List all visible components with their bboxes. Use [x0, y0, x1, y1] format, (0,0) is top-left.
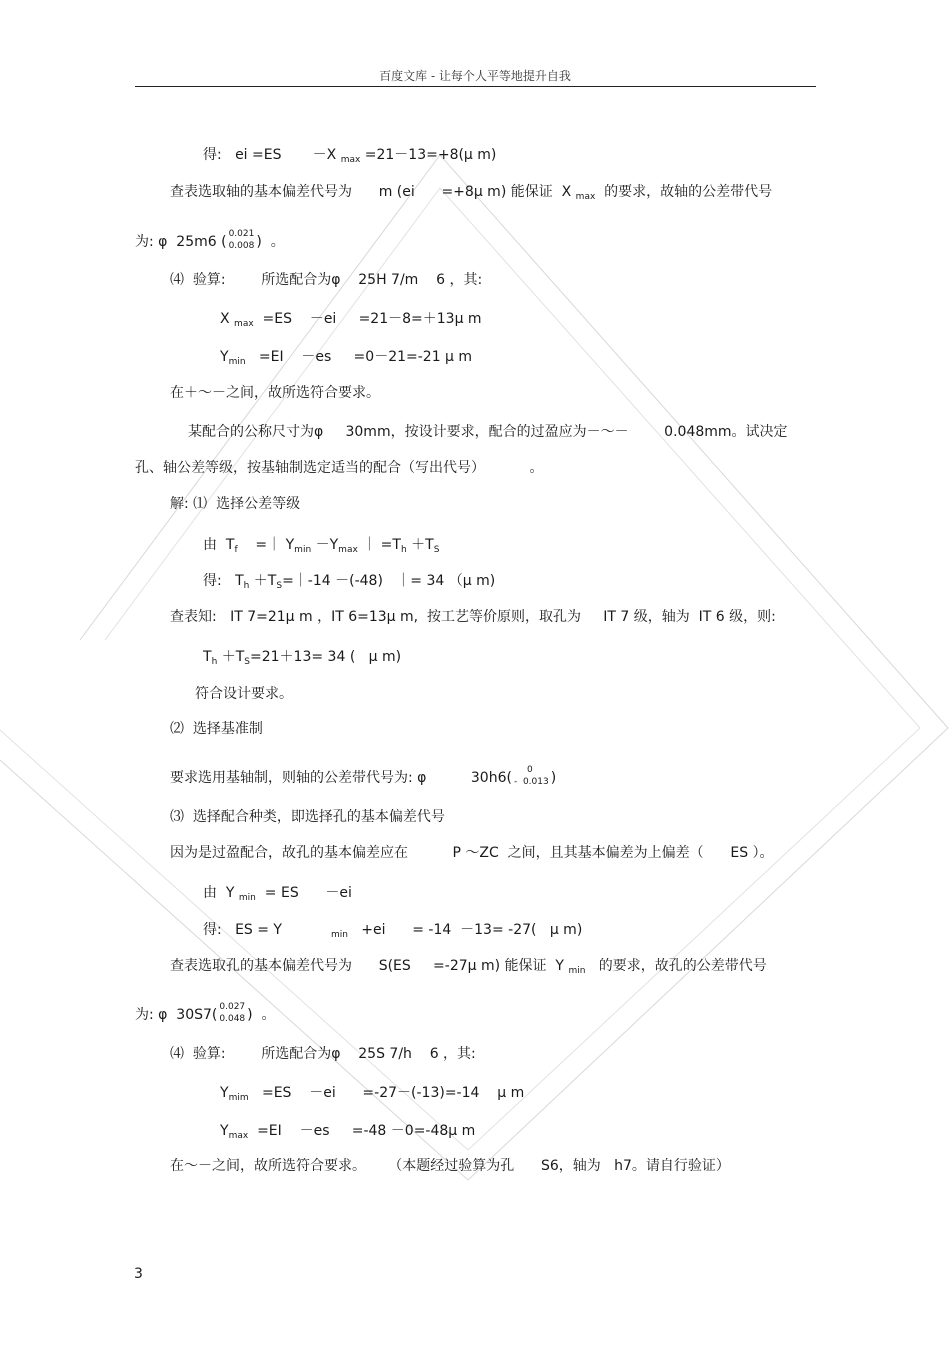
tolerance-stack: 0 - 0.013	[513, 765, 549, 787]
line-24: ⑷ 验算: 所选配合为φ 25S 7/h 6 ，其:	[170, 1046, 476, 1062]
page-header: 百度文库 - 让每个人平等地提升自我	[379, 69, 571, 83]
line-14: $T_h +T_S=21+13= 34$ ( μ m)	[203, 649, 402, 667]
line-19: 因为是过盈配合，故孔的基本偏差应在 P ～ZC 之间，且其基本偏差为上偏差（ ES ）。	[170, 845, 774, 861]
tolerance-stack: 0.027 0.048	[219, 1002, 246, 1024]
line-1: 得: ei =ES －X $_{max}$ =21－13=+8(μ m)	[203, 147, 497, 165]
line-7: 在＋～－之间，故所选符合要求。	[170, 385, 380, 401]
line-18: ⑶ 选择配合种类，即选择孔的基本偏差代号	[170, 809, 445, 825]
line-21: 得: ES = Y $_{min}$ +ei = -14 －13= -27( μ m)	[203, 922, 583, 940]
line-8: 某配合的公称尺寸为φ 30mm，按设计要求，配合的过盈应为－～－ 0.048mm。试决定	[188, 424, 788, 440]
line-15: 符合设计要求。	[195, 686, 293, 702]
line-27: 在～－之间，故所选符合要求。 （本题经过验算为孔 S6，轴为 h7。请自行验证）	[170, 1158, 730, 1174]
line-13: 查表知: IT 7=21μ m ，IT 6=13μ m, 按工艺等价原则，取孔为 IT 7 级，轴为 IT 6 级，则:	[170, 609, 776, 625]
line-2: 查表选取轴的基本偏差代号为 m (ei =+8μ m) 能保证 X $_{max}$ 的要求，故轴的公差带代号	[170, 184, 773, 202]
line-16: ⑵ 选择基准制	[170, 721, 263, 737]
line-20: 由 Y $_{min}$ = ES －ei	[203, 885, 352, 903]
line-9: 孔、轴公差等级，按基轴制选定适当的配合（写出代号） 。	[135, 460, 544, 476]
line-22: 查表选取孔的基本偏差代号为 S(ES =-27μ m) 能保证 Y $_{min}$ 的要求，故孔的公差带代号	[170, 958, 767, 976]
tolerance-stack: 0.021 0.008	[228, 229, 255, 251]
line-17: 要求选用基轴制，则轴的公差带代号为: φ 30h6( 0 - 0.013 )	[170, 765, 557, 787]
line-6: $Y_{min} =EI$ －es =0－21=-21 μ m	[220, 349, 473, 367]
line-26: $Y_{max} =EI$ －es =-48 －0=-48μ m	[220, 1123, 476, 1141]
line-23: 为: φ 30S7( 0.027 0.048 ) 。	[135, 1002, 276, 1024]
line-5: X $_{max}$ =ES －ei =21－8=＋13μ m	[220, 311, 482, 329]
line-25: $Y_{mim} =ES$ －ei =-27－(-13)=-14 μ m	[220, 1085, 525, 1103]
line-3: 为: φ 25m6 ( 0.021 0.008 ) 。	[135, 229, 285, 251]
line-11: 由 $T_f$ =｜ $Y_{min} -Y_{max}$ ｜ $=T_h +T_S$	[203, 537, 440, 555]
line-4: ⑷ 验算: 所选配合为φ 25H 7/m 6 ，其:	[170, 272, 483, 288]
page-number: 3	[134, 1266, 143, 1282]
line-12: 得: $T_h$ $+T_S=|-14 -(-48)$ ｜= 34 （μ m)	[203, 573, 496, 591]
line-10: 解: ⑴ 选择公差等级	[170, 496, 301, 512]
